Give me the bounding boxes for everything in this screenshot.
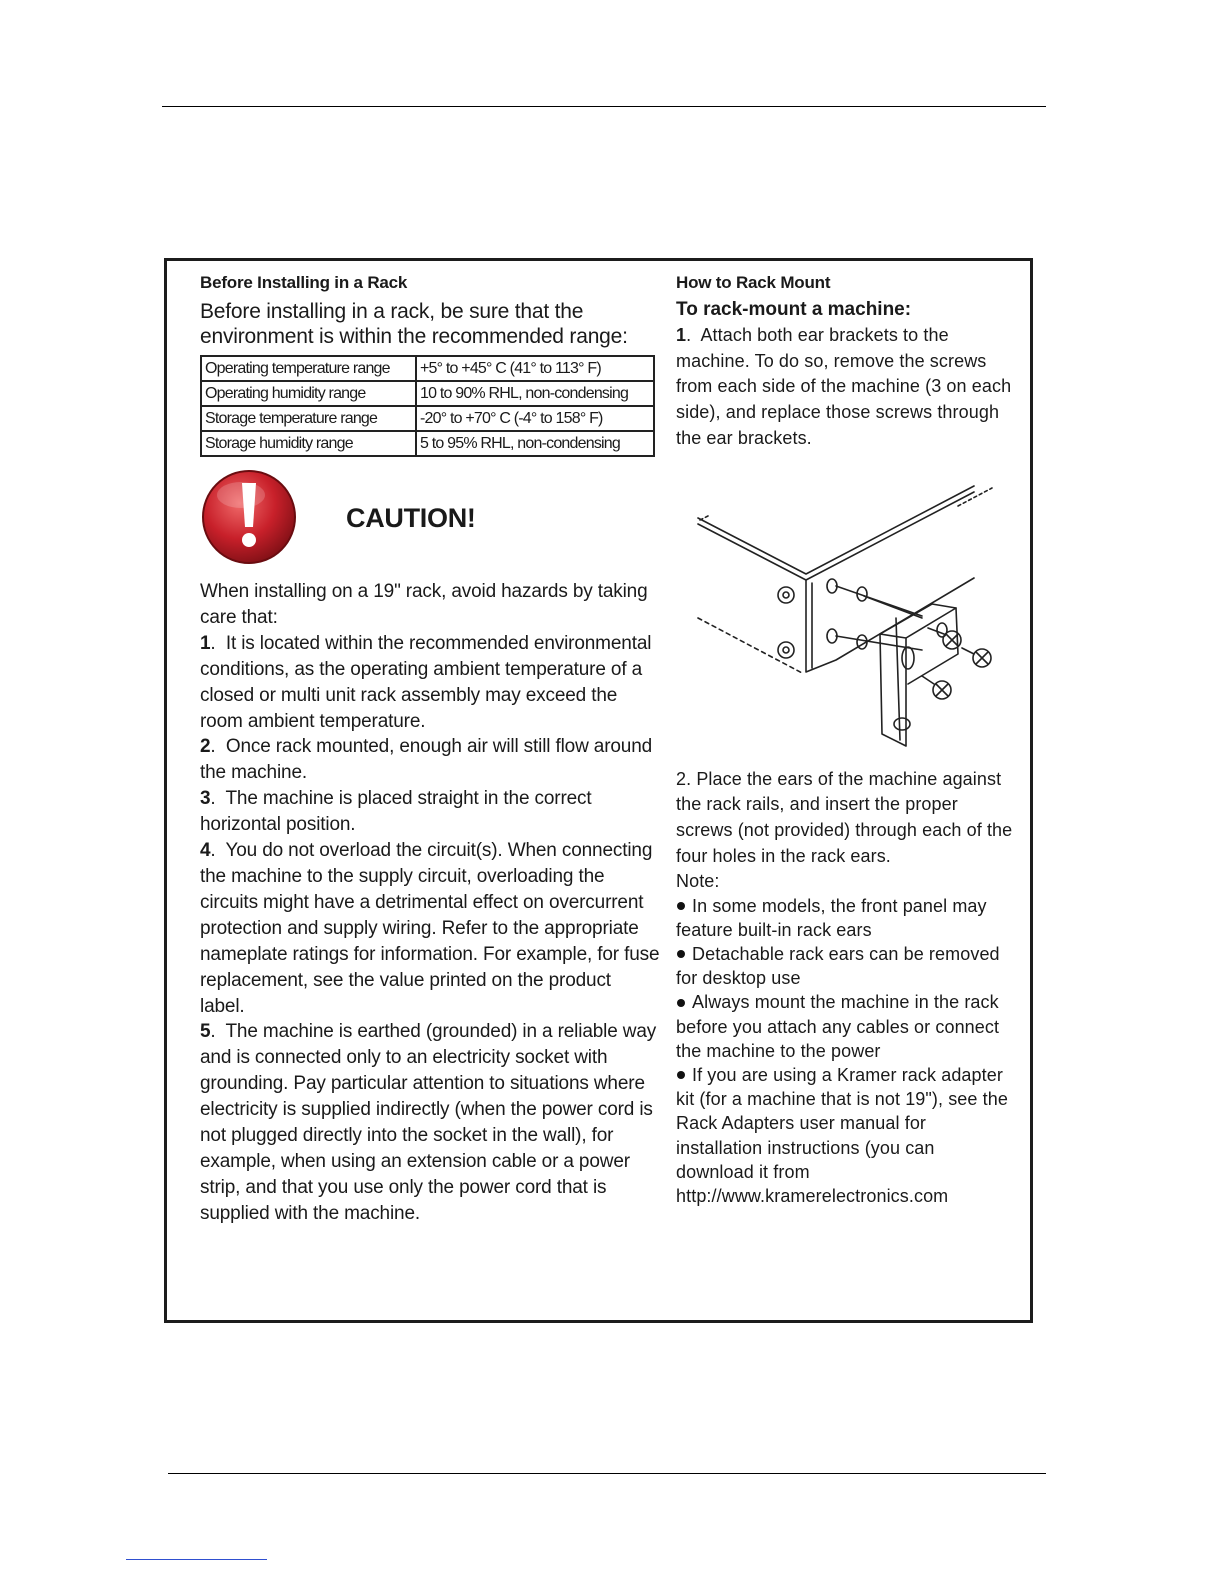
table-cell-value: 5 to 95% RHL, non-condensing <box>416 431 654 456</box>
item-number: 4 <box>200 840 211 862</box>
environment-table <box>200 355 655 457</box>
bullet-icon <box>677 950 685 958</box>
note-text: In some models, the front panel may feature built-in rack ears <box>676 895 987 940</box>
item-number: 5 <box>200 1021 211 1043</box>
item-text: You do not overload the circuit(s). When connecting the machine to the supply circuit, overloading the circuits might have a detrimental effect on overcurrent protection and supply wiring. Refer to the appropriate nameplate ratings for information. For example, for fuse replacement, see the value printed on the product label. <box>200 840 660 1017</box>
note-text: If you are using a Kramer rack adapter kit (for a machine that is not 19"), see the Rack Adapters user manual for installation instructions (you can download it from <box>676 1064 1008 1182</box>
list-item <box>676 894 1016 942</box>
step-1: 1. Attach both ear brackets to the machine. To do so, remove the screws from each side of the machine (3 on each side), and replace those screws through the ear brackets. <box>676 325 1012 448</box>
item-text: It is located within the recommended environmental conditions, as the operating ambient temperature of a closed or multi unit rack assembly may exceed the room ambient temperature. <box>200 632 652 732</box>
how-to-rack-mount-heading: How to Rack Mount <box>676 273 831 292</box>
right-column <box>676 271 1016 1208</box>
header-rule <box>162 106 1046 107</box>
caution-title: CAUTION! <box>346 503 476 533</box>
bullet-icon <box>677 902 685 910</box>
before-installing-heading: Before Installing in a Rack <box>200 273 408 292</box>
caution-body <box>200 579 660 1227</box>
left-column <box>200 271 660 1227</box>
list-item: 4. You do not overload the circuit(s). When connecting the machine to the supply circuit, overloading the circuits might have a detrimental effect on overcurrent protection and supply wiring. Refer to the appropriate nameplate ratings for information. For example, for fuse replacement, see the value printed on the product label. <box>200 840 660 1017</box>
bullet-icon <box>677 1071 685 1079</box>
table-cell-value: 10 to 90% RHL, non-condensing <box>416 381 654 406</box>
list-item: 3. The machine is placed straight in the correct horizontal position. <box>200 788 592 836</box>
note-label: Note: <box>676 871 720 892</box>
table-row <box>201 406 654 431</box>
kramer-url[interactable]: http://www.kramerelectronics.com <box>676 1185 949 1206</box>
item-text: The machine is earthed (grounded) in a reliable way and is connected only to an electricity socket with grounding. Pay particular attention to situations where electricity is supplied indirectly (when the power cord is not plugged directly into the socket in the wall), for example, when using an extension cable or a power strip, and that you use only the power cord that is supplied with the machine. <box>200 1021 657 1224</box>
bullet-icon <box>677 999 685 1007</box>
rack-mount-subhead: To rack-mount a machine: <box>676 299 912 320</box>
caution-block <box>200 469 660 573</box>
list-item: 2. Once rack mounted, enough air will still flow around the machine. <box>200 736 653 784</box>
list-item <box>676 1063 1016 1184</box>
item-number: 1 <box>200 632 211 654</box>
table-cell-label: Operating temperature range <box>201 356 416 381</box>
note-text: Always mount the machine in the rack before you attach any cables or connect the machine to the power <box>676 992 1000 1061</box>
list-item <box>676 942 1016 990</box>
item-number: 3 <box>200 788 211 810</box>
table-row <box>201 356 654 381</box>
step-2 <box>676 767 1016 870</box>
step-number: 1 <box>676 325 687 345</box>
step-text: 2. Place the ears of the machine against the rack rails, and insert the proper screws (not provided) through each of the four holes in the rack ears. <box>676 768 1013 866</box>
before-installing-lead: Before installing in a rack, be sure that the environment is within the recommended range: <box>200 300 628 348</box>
table-row <box>201 431 654 456</box>
table-cell-label: Operating humidity range <box>201 381 416 406</box>
item-text: The machine is placed straight in the correct horizontal position. <box>200 788 592 836</box>
caution-intro: When installing on a 19" rack, avoid hazards by taking care that: <box>200 581 648 628</box>
table-cell-value: -20° to +70° C (-4° to 158° F) <box>416 406 654 431</box>
caution-exclamation-icon <box>201 469 297 565</box>
list-item <box>676 990 1016 1063</box>
footer-link-underline[interactable] <box>126 1559 267 1560</box>
table-cell-value: +5° to +45° C (41° to 113° F) <box>416 356 654 381</box>
table-row <box>201 381 654 406</box>
list-item: 5. The machine is earthed (grounded) in a reliable way and is connected only to an electricity socket with grounding. Pay particular attention to situations where electricity is supplied indirectly (when the power cord is not plugged directly into the socket in the wall), for example, when using an extension cable or a power strip, and that you use only the power cord that is supplied with the machine. <box>200 1021 657 1224</box>
item-number: 2 <box>200 736 211 758</box>
note-text: Detachable rack ears can be removed for desktop use <box>676 943 1000 989</box>
table-cell-label: Storage temperature range <box>201 406 416 431</box>
footer-rule <box>168 1473 1046 1474</box>
step-text: Attach both ear brackets to the machine. To do so, remove the screws from each side of the machine (3 on each side), and replace those screws through the ear brackets. <box>676 325 1012 448</box>
notes-section <box>676 869 1016 1208</box>
list-item: 1. It is located within the recommended environmental conditions, as the operating ambient temperature of a closed or multi unit rack assembly may exceed the room ambient temperature. <box>200 632 652 732</box>
item-text: Once rack mounted, enough air will still flow around the machine. <box>200 736 653 784</box>
table-cell-label: Storage humidity range <box>201 431 416 456</box>
rack-ear-bracket-diagram <box>696 478 996 754</box>
